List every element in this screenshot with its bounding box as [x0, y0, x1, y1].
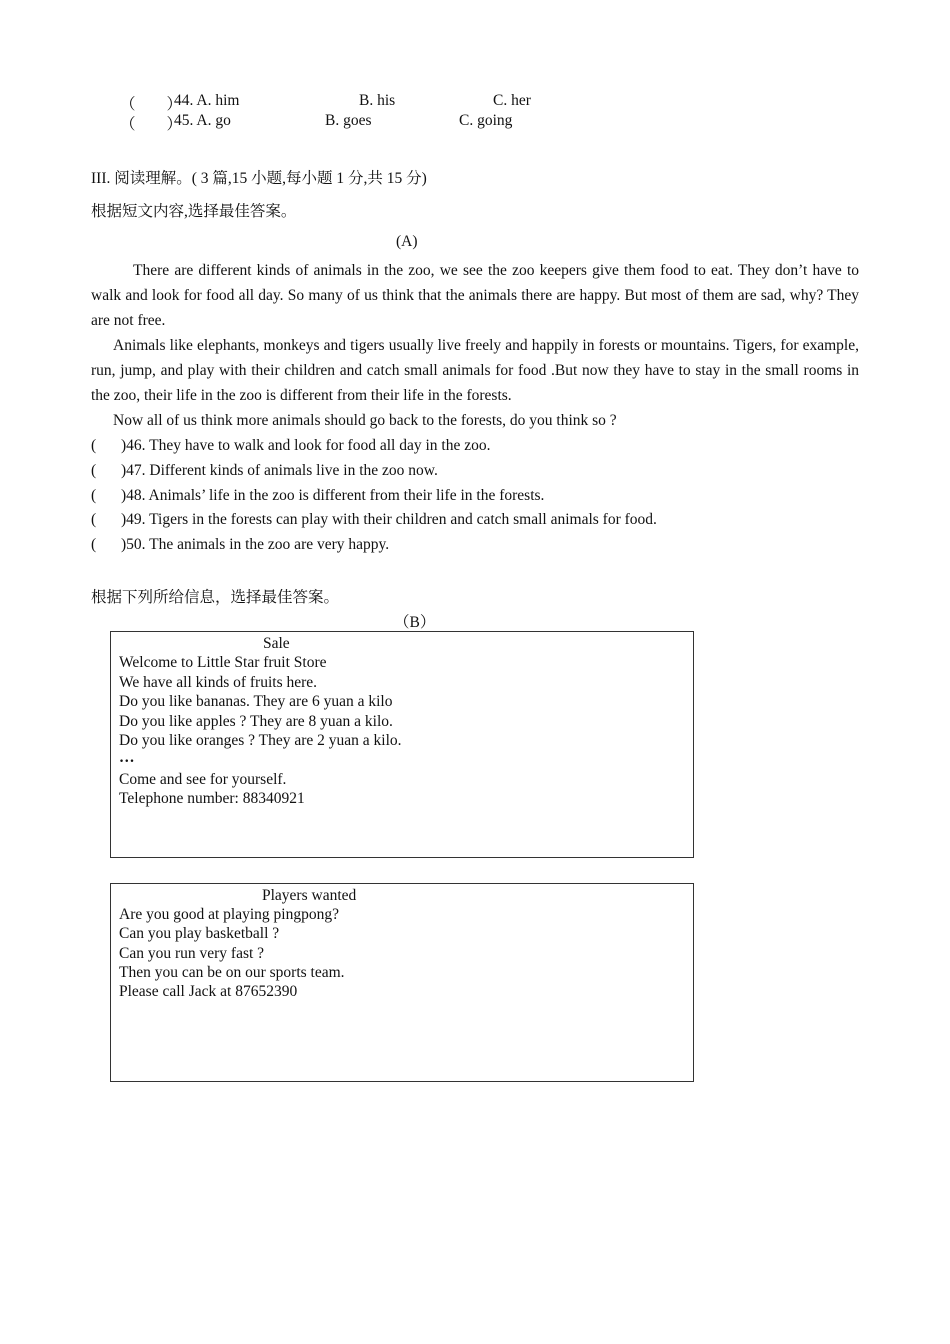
sale-line: We have all kinds of fruits here.	[119, 674, 318, 691]
players-line: Are you good at playing pingpong?	[119, 906, 339, 923]
sale-line: Do you like bananas. They are 6 yuan a kilo	[119, 693, 393, 710]
sale-ellipsis: …	[119, 749, 135, 766]
tf-item-text: )48. Animals’ life in the zoo is different from their life in the forests.	[121, 487, 545, 504]
passage-label-b: （B）	[394, 614, 436, 631]
sale-line: Do you like apples ? They are 8 yuan a kilo.	[119, 713, 393, 730]
sale-phone: Telephone number: 88340921	[119, 790, 305, 807]
tf-item-text: )49. Tigers in the forests can play with their children and catch small animals for food.	[121, 511, 657, 528]
q44-paren: （ ）	[120, 96, 183, 113]
tf-item-49	[91, 507, 657, 532]
players-line: Can you play basketball ?	[119, 925, 280, 942]
sale-notice-box	[110, 631, 694, 858]
tf-item-48	[91, 483, 544, 508]
section-title: III. 阅读理解。( 3 篇,15 小题,每小题 1 分,共 15 分)	[91, 170, 427, 187]
passage-a	[91, 258, 859, 433]
sale-line: Come and see for yourself.	[119, 771, 287, 788]
q45-option-a: 45. A. go	[174, 112, 231, 129]
sale-line: Welcome to Little Star fruit Store	[119, 654, 327, 671]
passage-label-a: (A)	[396, 233, 418, 250]
answer-blank[interactable]: (	[91, 437, 97, 454]
tf-item-47	[91, 458, 438, 483]
sale-line: Do you like oranges ? They are 2 yuan a kilo.	[119, 732, 402, 749]
instruction-a: 根据短文内容,选择最佳答案。	[91, 203, 297, 220]
sale-title: Sale	[263, 635, 290, 652]
q45-option-c: C. going	[459, 112, 513, 129]
answer-blank[interactable]: (	[91, 536, 97, 553]
passage-a-para3: Now all of us think more animals should go back to the forests, do you think so ?	[113, 412, 617, 429]
q44-option-c: C. her	[493, 92, 531, 109]
answer-blank[interactable]: (	[91, 511, 97, 528]
q44-option-a: 44. A. him	[174, 92, 240, 109]
tf-item-text: )46. They have to walk and look for food all day in the zoo.	[121, 437, 491, 454]
players-phone: Please call Jack at 87652390	[119, 983, 298, 1000]
instruction-b: 根据下列所给信息，选择最佳答案。	[91, 589, 340, 606]
answer-blank[interactable]: (	[91, 487, 97, 504]
tf-item-46	[91, 433, 490, 458]
q44-option-b: B. his	[359, 92, 396, 109]
players-title: Players wanted	[262, 887, 357, 904]
players-line: Can you run very fast ?	[119, 945, 265, 962]
players-line: Then you can be on our sports team.	[119, 964, 345, 981]
q45-paren: （ ）	[120, 116, 183, 133]
q45-option-b: B. goes	[325, 112, 372, 129]
answer-blank[interactable]: (	[91, 462, 97, 479]
passage-a-para1: There are different kinds of animals in the zoo, we see the zoo keepers give them food to eat. They don’t have to walk and look for food all day. So many of us think that the animals there are happy. But most of them are sad, why? They are not free.	[91, 262, 859, 329]
players-wanted-box	[110, 883, 694, 1082]
tf-item-text: )50. The animals in the zoo are very happy.	[121, 536, 390, 553]
tf-item-50	[91, 532, 389, 557]
passage-a-para2: Animals like elephants, monkeys and tigers usually live freely and happily in forests or mountains. Tigers, for example, run, jump, and play with their children and catch small animals for food .But now they have to stay in the small rooms in the zoo, their life in the zoo is different from their life in the forests.	[91, 337, 859, 404]
tf-item-text: )47. Different kinds of animals live in the zoo now.	[121, 462, 438, 479]
